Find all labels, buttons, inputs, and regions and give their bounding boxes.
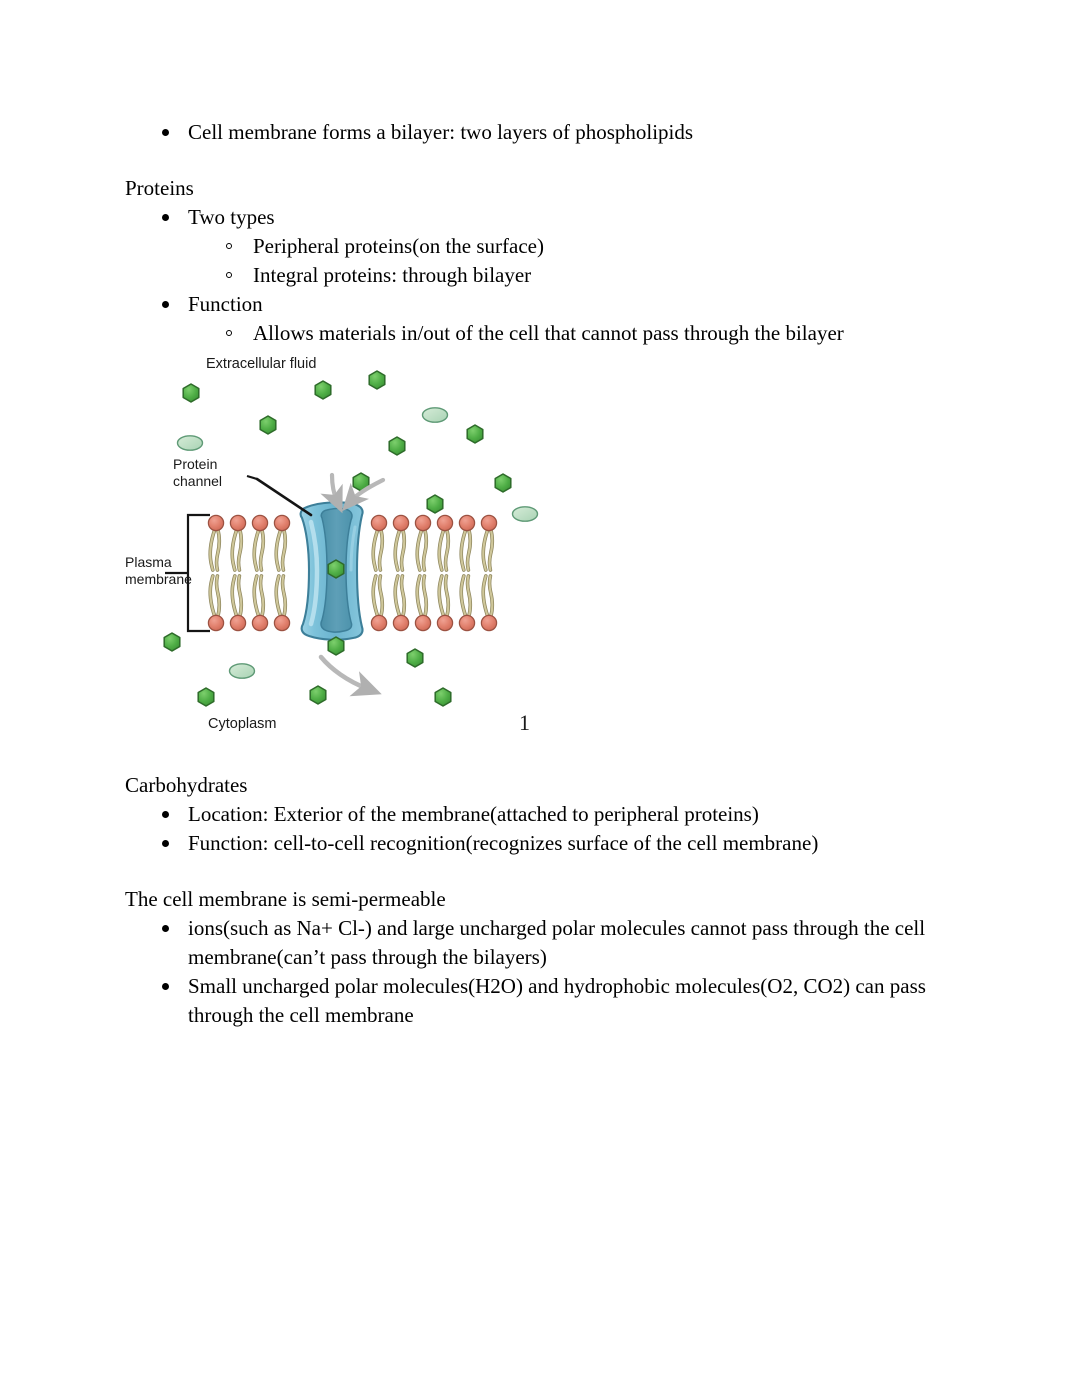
phospholipid-bilayer-left <box>208 515 289 630</box>
bullet-circle-icon <box>226 330 232 336</box>
list-item <box>125 829 955 858</box>
label-plasma-membrane-line1: Plasma <box>125 554 172 570</box>
list-item-text: ions(such as Na+ Cl-) and large uncharged polar molecules cannot pass through the cell membrane(can’t pass through the bilayers) <box>188 916 926 969</box>
protein-channel-shape <box>301 502 363 655</box>
list-item <box>125 118 955 147</box>
bullet-circle-icon <box>226 272 232 278</box>
bullet-list-top <box>125 118 955 147</box>
list-item <box>125 800 955 829</box>
protein-channel-leader-line <box>247 476 311 515</box>
list-item-text: Integral proteins: through bilayer <box>253 263 532 287</box>
bullet-dot-icon <box>162 214 169 221</box>
list-item <box>125 290 955 348</box>
cytoplasm-molecule-group <box>164 633 451 706</box>
label-protein-channel-line1: Protein <box>173 456 218 472</box>
paragraph-spacer <box>125 147 955 173</box>
arrow-in-left <box>332 475 337 501</box>
bullet-list-carbohydrates <box>125 800 955 858</box>
list-item-text: Small uncharged polar molecules(H2O) and hydrophobic molecules(O2, CO2) can pass through the cell membrane <box>188 974 926 1027</box>
list-item <box>188 232 955 261</box>
list-item-text: Function <box>188 292 263 316</box>
list-item-text: Peripheral proteins(on the surface) <box>253 234 544 258</box>
list-item-text: Cell membrane forms a bilayer: two layers of phospholipids <box>188 120 694 144</box>
list-item <box>188 261 955 290</box>
notes-lower-section <box>125 770 955 1030</box>
bullet-list-proteins <box>125 203 955 348</box>
label-cytoplasm: Cytoplasm <box>208 716 277 732</box>
arrow-out-down <box>321 657 368 689</box>
list-item <box>125 914 955 972</box>
phospholipid-bilayer-right <box>371 515 496 630</box>
label-plasma-membrane-line2: membrane <box>125 571 192 587</box>
notes-upper-section <box>125 118 955 348</box>
bullet-dot-icon <box>162 925 169 932</box>
sub-bullet-list-function <box>188 319 955 348</box>
figure-number: 1 <box>519 710 530 735</box>
sub-bullet-list-two-types <box>188 232 955 290</box>
section-heading-carbohydrates: Carbohydrates <box>125 773 248 797</box>
list-item-text: Function: cell-to-cell recognition(recognizes surface of the cell membrane) <box>188 831 819 855</box>
label-extracellular-fluid: Extracellular fluid <box>206 356 317 372</box>
list-item-text: Allows materials in/out of the cell that cannot pass through the bilayer <box>253 321 844 345</box>
section-heading-semi-permeable: The cell membrane is semi-permeable <box>125 887 446 911</box>
paragraph-spacer <box>125 858 955 884</box>
list-item <box>125 203 955 290</box>
bullet-circle-icon <box>226 243 232 249</box>
bullet-dot-icon <box>162 301 169 308</box>
section-heading-proteins: Proteins <box>125 176 194 200</box>
bullet-dot-icon <box>162 983 169 990</box>
bullet-dot-icon <box>162 840 169 847</box>
bullet-dot-icon <box>162 129 169 136</box>
list-item <box>125 972 955 1030</box>
bullet-list-permeability <box>125 914 955 1030</box>
label-protein-channel-line2: channel <box>173 473 223 489</box>
cell-membrane-diagram <box>125 352 595 742</box>
bullet-dot-icon <box>162 811 169 818</box>
extracellular-molecule-group <box>178 371 538 521</box>
list-item-text: Two types <box>188 205 275 229</box>
list-item <box>188 319 955 348</box>
list-item-text: Location: Exterior of the membrane(attached to peripheral proteins) <box>188 802 759 826</box>
